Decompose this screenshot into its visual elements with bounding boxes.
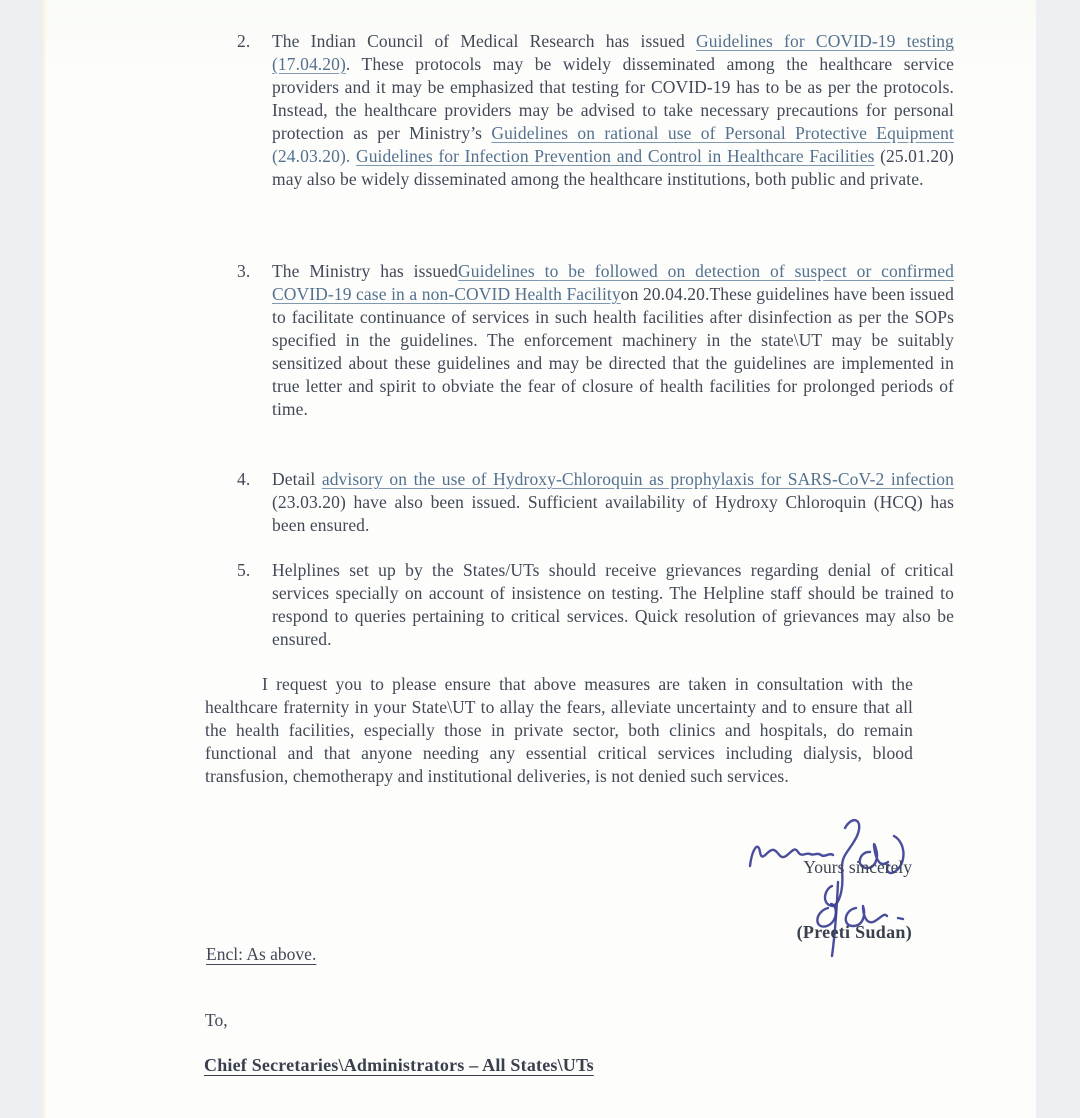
document-link[interactable]: advisory on the use of Hydroxy-Chloroquin as prophylaxis for SARS-CoV-2 infection	[321, 469, 954, 489]
text-segment: (25.01.20) may also be widely disseminated among the healthcare institutions, both public and private.	[272, 146, 954, 189]
text-segment: The Indian Council of Medical Research has issued	[272, 31, 697, 51]
valediction: Yours sincerely	[803, 857, 912, 877]
scan-edge-right	[1035, 0, 1080, 1118]
paragraph-text	[272, 30, 954, 191]
enclosure-line: Encl: As above.	[206, 944, 317, 964]
to-label: To,	[205, 1010, 228, 1030]
paragraph-2	[237, 30, 954, 191]
signatory-name: (Preeti Sudan)	[796, 922, 912, 942]
document-link[interactable]: Guidelines on rational use of Personal Protective Equipment	[491, 123, 954, 143]
paragraph-5	[237, 559, 954, 651]
paragraph-text	[272, 260, 954, 421]
list-number: 3.	[237, 261, 251, 281]
paragraph-text	[272, 468, 954, 537]
letter-page	[42, 0, 1036, 1118]
date-reference: (24.03.20).	[272, 146, 351, 166]
closing-paragraph: I request you to please ensure that above measures are taken in consultation with the healthcare fraternity in your State\UT to allay the fears, alleviate uncertainty and to ensure that all the health facilities, especially those in private sector, both clinics and hospitals, do remain functional and that anyone needing any essential critical services including dialysis, blood transfusion, chemotherapy and institutional deliveries, is not denied such services.	[205, 674, 913, 786]
document-link[interactable]: Guidelines for COVID-19 testing (17.04.20)	[272, 31, 954, 74]
document-link[interactable]: Guidelines for Infection Prevention and Control in Healthcare Facilities	[355, 146, 875, 166]
recipients-line: Chief Secretaries\Administrators – All States\UTs	[204, 1055, 594, 1075]
paragraph-text	[272, 559, 954, 651]
text-segment: . These protocols may be widely disseminated among the healthcare service providers and it may be emphasized that testing for COVID-19 has to be as per the protocols. Instead, the healthcare providers may be advised to take necessary precautions for personal protection as per Ministry’s	[272, 54, 954, 143]
list-number: 4.	[237, 469, 251, 489]
text-segment: on 20.04.20.These guidelines have been issued to facilitate continuance of services in such health facilities after disinfection as per the SOPs specified in the guidelines. The enforcement machinery in the state\UT may be suitably sensitized about these guidelines and may be directed that the guidelines are implemented in true letter and spirit to obviate the fear of closure of health facilities for prolonged periods of time.	[272, 284, 954, 419]
document-link[interactable]: Guidelines to be followed on detection of suspect or confirmed COVID-19 case in a non-COVID Health Facility	[272, 261, 954, 304]
list-number: 2.	[237, 31, 251, 51]
list-number: 5.	[237, 560, 251, 580]
text-segment: Detail	[272, 469, 322, 489]
text-segment: Helplines set up by the States/UTs should receive grievances regarding denial of critical services specially on account of insistence on testing. The Helpline staff should be trained to respond to queries pertaining to critical services. Quick resolution of grievances may also be ensured.	[272, 560, 954, 649]
scan-edge-left	[0, 0, 43, 1118]
paragraph-4	[237, 468, 954, 537]
signature-block	[797, 856, 912, 943]
paragraph-3	[237, 260, 954, 421]
text-segment: (23.03.20) have also been issued. Sufficient availability of Hydroxy Chloroquin (HCQ) has been ensured.	[272, 492, 954, 535]
text-segment: The Ministry has issued	[272, 261, 459, 281]
